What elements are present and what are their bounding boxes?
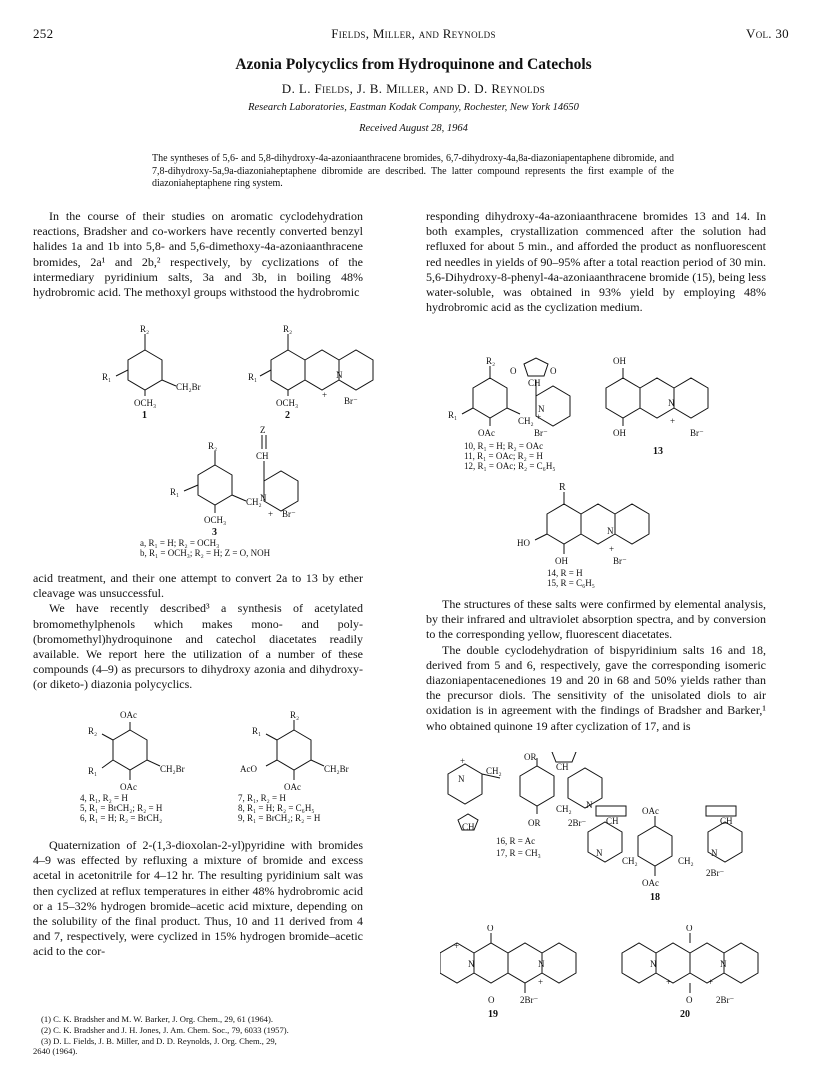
label-7: 7, R₁, R₂ = H xyxy=(238,793,286,803)
structures-16-18 xyxy=(428,752,768,922)
s7-r1: R₁ xyxy=(252,726,262,736)
authors: D. L. Fields, J. B. Miller, and D. D. Reynolds xyxy=(281,81,546,96)
s1-ch2br: CH₂Br xyxy=(176,382,201,392)
s10-plus: + xyxy=(536,412,542,422)
paragraph: responding dihydroxy-4a-azoniaanthracene bromides 13 and 14. In both examples, crystallization commenced after the solution had refluxed for about 5 min., and afforded the product as nonfluorescent red needles in yields of 90–95% after a total reaction period of 30 min. 5,6-Dihydroxy-8-phenyl-4a-azoniaanthracene bromide (15), being less water-soluble, was obtained in 93% yield by employing 48% hydrobromic acid as the cyclization medium. xyxy=(426,209,766,315)
s3-label: 3 xyxy=(212,527,217,538)
label-4: 4, R₁, R₂ = H xyxy=(80,793,128,803)
label-15: 15, R = C₆H₅ xyxy=(547,578,595,588)
s20-o-bottom: O xyxy=(686,995,693,1005)
left-col-block-2 xyxy=(33,571,363,693)
s2-r2: R₂ xyxy=(283,324,293,334)
s3-ch: CH xyxy=(256,451,269,461)
label-6: 6, R₁ = H; R₂ = BrCH₂ xyxy=(80,813,163,823)
s4-r2: R₂ xyxy=(88,726,98,736)
reference: (3) D. L. Fields, J. B. Miller, and D. D. Reynolds, J. Org. Chem., 29, xyxy=(41,1035,277,1046)
label-11: 11, R₁ = OAc; R₂ = H xyxy=(464,451,543,461)
reference: (2) C. K. Bradsher and J. H. Jones, J. Am. Chem. Soc., 79, 6033 (1957). xyxy=(41,1024,289,1035)
s14-br: Br⁻ xyxy=(613,556,627,566)
s18-ch2-left: CH₂ xyxy=(622,856,638,866)
s18-oac-bottom: OAc xyxy=(642,878,659,888)
s2-n: N xyxy=(336,370,343,380)
s4-oac-bottom: OAc xyxy=(120,782,137,792)
label-14: 14, R = H xyxy=(547,568,583,578)
s3-r1: R₁ xyxy=(170,487,180,497)
s18-label: 18 xyxy=(650,892,660,903)
s19-n-left: N xyxy=(468,959,475,969)
s16-br: 2Br⁻ xyxy=(568,818,587,828)
page-number: 252 xyxy=(33,26,54,41)
s14-r: R xyxy=(559,482,566,493)
s20-plus-right: + xyxy=(708,977,714,987)
s1-och3: OCH₃ xyxy=(134,398,157,408)
s16-n-right: N xyxy=(586,800,593,810)
label-16: 16, R = Ac xyxy=(496,836,536,846)
s4-r1: R₁ xyxy=(88,766,98,776)
s19-br: 2Br⁻ xyxy=(520,995,539,1005)
s14-ho: HO xyxy=(517,538,530,548)
s20-label: 20 xyxy=(680,1009,690,1020)
s3-ch2: CH₂ xyxy=(246,497,262,507)
running-title: Fields, Miller, and Reynolds xyxy=(331,26,496,41)
reference: 2640 (1964). xyxy=(33,1046,78,1057)
label-8: 8, R₁ = H; R₂ = C₆H₅ xyxy=(238,803,315,813)
s10-r1: R₁ xyxy=(448,410,458,420)
s19-plus-left: + xyxy=(454,941,460,951)
s16-ch-top: CH xyxy=(556,762,569,772)
s10-ch2: CH₂ xyxy=(518,416,534,426)
s10-o-left: O xyxy=(510,366,517,376)
structures-4-9 xyxy=(80,708,380,828)
paragraph: Quaternization of 2-(1,3-dioxolan-2-yl)pyridine with bromides 4–9 was effected by refluxing a mixture of bromide and excess acetal in acetonitrile for 4–12 hr. The resulting pyridinium salt was then cyclized at reflux temperatures in either 48% hydrobromic acid or a 15–32% hydrogen bromide–acetic acid mixture, depending on the solubility of the final product. Thus, 10 and 11 derived from 4 and 7, respectively, were cyclized in 15% hydrogen bromide–acetic acid to the cor- xyxy=(33,838,363,959)
s13-n: N xyxy=(668,398,675,408)
received-date: Received August 28, 1964 xyxy=(359,123,468,134)
s1-r1: R₁ xyxy=(102,372,112,382)
s2-label: 2 xyxy=(285,410,290,421)
label-5: 5, R₁ = BrCH₂; R₂ = H xyxy=(80,803,163,813)
s14-plus: + xyxy=(609,544,615,554)
s20-n-right: N xyxy=(720,959,727,969)
s14-oh: OH xyxy=(555,556,568,566)
s16-n-left: N xyxy=(458,774,465,784)
s4-ch2br: CH₂Br xyxy=(160,764,185,774)
paragraph: The double cyclodehydration of bispyridinium salts 16 and 18, derived from 5 and 6, respectively, gave the corresponding isomeric diazoniapentacenediones 19 and 20 in 68 and 50% yields rather than the precursor diols. The sensitivity of the unisolated diols to air oxidation is in agreement with the findings of Bradsher and Barker,¹ who obtained quinone 19 after cyclization of 17, and is xyxy=(426,642,766,733)
s13-label: 13 xyxy=(653,446,663,457)
s18-ch-left: CH xyxy=(606,816,619,826)
s2-plus: + xyxy=(322,390,328,400)
s18-ch-right: CH xyxy=(720,816,733,826)
paragraph: In the course of their studies on aromatic cyclodehydration reactions, Bradsher and co-workers have recently converted benzyl halides 1a and 1b into 5,8- and 5,6-dimethoxy-4a-azoniaanthracene bromides, 2a¹ and 2b,² respectively, by cyclizations of the intermediary pyridinium salts, 3a and 3b, in boiling 48% hydrobromic acid. The methoxyl groups withstood the hydrobromic xyxy=(33,209,363,300)
paragraph: We have recently described³ a synthesis of acetylated bromomethylphenols which makes mono- and poly-(bromomethyl)hydroquinone and catechol diacetates readily available. We report here the utilization of a number of these compounds (4–9) as precursors to dihydroxy azonia and dihydroxy- (or diketo-) diazonia polycyclics. xyxy=(33,601,363,692)
s19-o-bottom: O xyxy=(488,995,495,1005)
s1-r2: R₂ xyxy=(140,324,150,334)
s7-ch2br: CH₂Br xyxy=(324,764,349,774)
right-col-block-2 xyxy=(426,597,766,734)
structures-19-20 xyxy=(440,925,770,1020)
s20-br: 2Br⁻ xyxy=(716,995,735,1005)
s3-r2: R₂ xyxy=(208,441,218,451)
s2-och3: OCH₃ xyxy=(276,398,299,408)
structures-14-15 xyxy=(495,478,675,588)
s19-plus-right: + xyxy=(538,977,544,987)
s1-label: 1 xyxy=(142,410,147,421)
s19-label: 19 xyxy=(488,1009,498,1020)
s14-n: N xyxy=(607,526,614,536)
s13-plus: + xyxy=(670,416,676,426)
references xyxy=(33,1014,363,1057)
s20-o-top: O xyxy=(686,925,693,933)
s13-br: Br⁻ xyxy=(690,428,704,438)
s3-def-a: a, R₁ = H; R₂ = OCH₃ xyxy=(140,538,220,548)
s16-ch2-left: CH₂ xyxy=(486,766,502,776)
s7-aco: AcO xyxy=(240,764,257,774)
right-col-block-1 xyxy=(426,209,766,315)
s3-def-b: b, R₁ = OCH₃; R₂ = H; Z = O, NOH xyxy=(140,548,271,558)
s3-n: N xyxy=(260,493,267,503)
s7-oac: OAc xyxy=(284,782,301,792)
s16-ch-bottom: CH xyxy=(462,822,475,832)
s13-oh-top: OH xyxy=(613,356,626,366)
label-12: 12, R₁ = OAc; R₂ = C₆H₅ xyxy=(464,461,556,471)
s18-n-left: N xyxy=(596,848,603,858)
s19-n-right: N xyxy=(538,959,545,969)
s18-ch2-right: CH₂ xyxy=(678,856,694,866)
s20-n-left: N xyxy=(650,959,657,969)
s10-r2: R₂ xyxy=(486,356,496,366)
s2-r1: R₁ xyxy=(248,372,258,382)
s10-br: Br⁻ xyxy=(534,428,548,438)
s2-br: Br⁻ xyxy=(344,396,358,406)
paragraph: acid treatment, and their one attempt to convert 2a to 13 by ether cleavage was unsuccessful. xyxy=(33,571,363,601)
s10-ch: CH xyxy=(528,378,541,388)
paragraph: The structures of these salts were confirmed by elemental analysis, by their infrared and ultraviolet absorption spectra, and by conversion to the corresponding yellow, fluorescent diacetates. xyxy=(426,597,766,642)
label-10: 10, R₁ = H; R₂ = OAc xyxy=(464,441,544,451)
affiliation: Research Laboratories, Eastman Kodak Company, Rochester, New York 14650 xyxy=(248,102,579,113)
structures-1-2 xyxy=(100,322,390,422)
label-17: 17, R = CH₃ xyxy=(496,848,541,858)
s16-ch2-right: CH₂ xyxy=(556,804,572,814)
volume-label: Vol. 30 xyxy=(746,26,789,41)
article-title: Azonia Polycyclics from Hydroquinone and Catechols xyxy=(235,56,592,73)
s18-br: 2Br⁻ xyxy=(706,868,725,878)
s16-plus-left: + xyxy=(460,756,466,766)
s16-or-top: OR xyxy=(524,752,537,762)
s18-n-right: N xyxy=(711,848,718,858)
left-col-block-1 xyxy=(33,209,363,300)
s19-o-top: O xyxy=(487,925,494,933)
label-9: 9, R₁ = BrCH₂; R₂ = H xyxy=(238,813,321,823)
s3-och3: OCH₃ xyxy=(204,515,227,525)
s3-plus: + xyxy=(268,509,274,519)
left-col-block-3 xyxy=(33,838,363,960)
reference: (1) C. K. Bradsher and M. W. Barker, J. Org. Chem., 29, 61 (1964). xyxy=(41,1014,273,1024)
s10-n: N xyxy=(538,404,545,414)
s18-oac-top: OAc xyxy=(642,806,659,816)
structures-10-13 xyxy=(440,350,770,478)
s4-oac-top: OAc xyxy=(120,710,137,720)
s20-plus-left: + xyxy=(666,977,672,987)
s10-oac: OAc xyxy=(478,428,495,438)
s16-or-bottom: OR xyxy=(528,818,541,828)
s13-oh-bottom: OH xyxy=(613,428,626,438)
abstract: The syntheses of 5,6- and 5,8-dihydroxy-4a-azoniaanthracene bromides, 6,7-dihydroxy-4a,8a-diazoniapentaphene dibromide, and 7,8-dihydroxy-5a,9a-diazoniaheptaphene dibromide are described. The latter compound represents the first example of the diazoniaheptaphene ring system. xyxy=(152,153,674,189)
s10-o-right: O xyxy=(550,366,557,376)
s3-z: Z xyxy=(260,425,266,435)
s3-br: Br⁻ xyxy=(282,509,296,519)
structure-3 xyxy=(140,425,380,560)
s7-r2: R₂ xyxy=(290,710,300,720)
